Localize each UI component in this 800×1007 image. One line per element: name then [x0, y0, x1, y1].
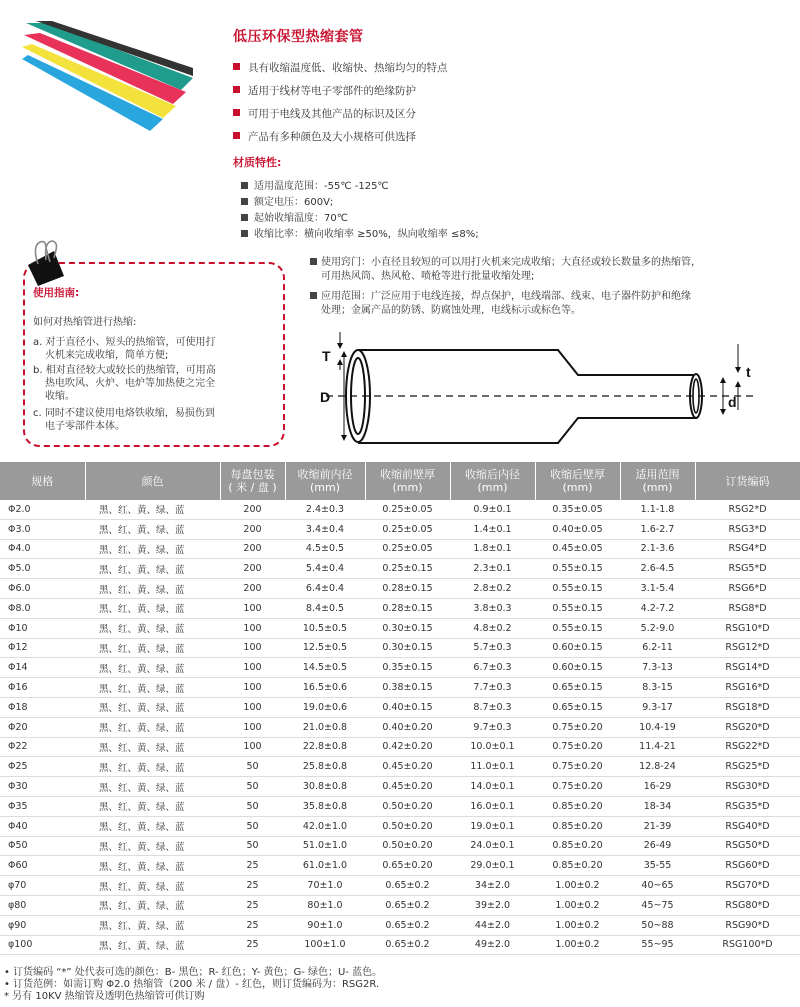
table-cell: 25 — [220, 915, 285, 935]
table-cell: 100 — [220, 678, 285, 698]
table-cell: RSG90*D — [695, 915, 800, 935]
property-item: 额定电压：600V; — [241, 196, 333, 209]
usage-tip: 使用窍门：小直径且较短的可以用打火机来完成收缩；大直径或较长数量多的热缩管， 可用热风筒、热风枪、喷枪等进行批量收缩处理; — [310, 256, 701, 284]
table-cell: 55~95 — [620, 935, 695, 955]
bullet-square-icon — [233, 86, 240, 93]
table-cell: 100 — [220, 697, 285, 717]
table-cell: 100 — [220, 717, 285, 737]
table-cell: 0.40±0.20 — [365, 717, 450, 737]
table-cell: 0.25±0.05 — [365, 519, 450, 539]
bullet-square-icon — [233, 109, 240, 116]
column-header: 收缩前内径 (mm) — [285, 462, 365, 500]
table-cell: RSG70*D — [695, 876, 800, 896]
tube-dimension-diagram — [318, 330, 770, 458]
table-row — [0, 500, 800, 519]
table-cell: Φ60 — [0, 856, 85, 876]
column-header: 订货编码 — [695, 462, 800, 500]
table-row — [0, 816, 800, 836]
column-header: 收缩后内径 (mm) — [450, 462, 535, 500]
table-cell: 26-49 — [620, 836, 695, 856]
table-cell: Φ5.0 — [0, 559, 85, 579]
table-cell: RSG100*D — [695, 935, 800, 955]
table-cell: 0.25±0.15 — [365, 559, 450, 579]
bullet-square-icon — [310, 258, 317, 265]
bullet-square-icon — [233, 132, 240, 139]
table-cell: 0.65±0.15 — [535, 697, 620, 717]
table-cell: 50 — [220, 816, 285, 836]
table-cell: 200 — [220, 500, 285, 519]
table-row — [0, 579, 800, 599]
table-row — [0, 796, 800, 816]
table-cell: 200 — [220, 579, 285, 599]
table-cell: RSG80*D — [695, 895, 800, 915]
guide-item: b. 相对直径较大或较长的热缩管，可用高 热电吹风、火炉、电炉等加热使之完全 收缩。 — [33, 365, 216, 402]
table-cell: Φ12 — [0, 638, 85, 658]
table-cell: 0.42±0.20 — [365, 737, 450, 757]
table-cell: 12.8-24 — [620, 757, 695, 777]
table-row — [0, 856, 800, 876]
product-image — [18, 18, 193, 133]
table-cell: 0.45±0.20 — [365, 757, 450, 777]
table-cell: 90±1.0 — [285, 915, 365, 935]
table-cell: 3.1-5.4 — [620, 579, 695, 599]
table-cell: 黑、红、黄、绿、蓝 — [85, 777, 220, 797]
table-cell: 黑、红、黄、绿、蓝 — [85, 500, 220, 519]
table-cell: 0.85±0.20 — [535, 816, 620, 836]
table-cell: 黑、红、黄、绿、蓝 — [85, 658, 220, 678]
table-cell: RSG20*D — [695, 717, 800, 737]
table-cell: 1.00±0.2 — [535, 935, 620, 955]
table-cell: 黑、红、黄、绿、蓝 — [85, 697, 220, 717]
table-cell: 18-34 — [620, 796, 695, 816]
table-cell: 6.2-11 — [620, 638, 695, 658]
table-cell: RSG60*D — [695, 856, 800, 876]
table-cell: Φ14 — [0, 658, 85, 678]
feature-item: 具有收缩温度低、收缩快、热缩均匀的特点 — [233, 61, 448, 75]
table-cell: 14.0±0.1 — [450, 777, 535, 797]
table-cell: 0.75±0.20 — [535, 717, 620, 737]
table-cell: 70±1.0 — [285, 876, 365, 896]
table-body — [0, 500, 800, 955]
table-cell: 黑、红、黄、绿、蓝 — [85, 539, 220, 559]
table-cell: 45~75 — [620, 895, 695, 915]
bullet-square-icon — [241, 182, 248, 189]
table-cell: 1.6-2.7 — [620, 519, 695, 539]
table-cell: RSG18*D — [695, 697, 800, 717]
bullet-square-icon — [241, 214, 248, 221]
label-T: T — [322, 348, 331, 364]
table-cell: 0.55±0.15 — [535, 598, 620, 618]
table-cell: 200 — [220, 539, 285, 559]
table-header-row — [0, 462, 800, 500]
table-cell: 2.4±0.3 — [285, 500, 365, 519]
property-item: 收缩比率：横向收缩率 ≥50%，纵向收缩率 ≤8%; — [241, 228, 479, 241]
table-cell: 3.4±0.4 — [285, 519, 365, 539]
table-row — [0, 559, 800, 579]
table-cell: 黑、红、黄、绿、蓝 — [85, 618, 220, 638]
table-cell: 黑、红、黄、绿、蓝 — [85, 579, 220, 599]
table-cell: 40~65 — [620, 876, 695, 896]
property-item: 适用温度范围：-55℃ -125℃ — [241, 180, 389, 193]
table-cell: 0.45±0.05 — [535, 539, 620, 559]
application-scope: 应用范围：广泛应用于电线连接，焊点保护，电线端部、线束、电子器件防护和绝缘 处理；金属产品的防锈、防腐蚀处理，电线标示或标色等。 — [310, 290, 691, 318]
table-cell: 39±2.0 — [450, 895, 535, 915]
table-cell: 49±2.0 — [450, 935, 535, 955]
table-cell: 0.9±0.1 — [450, 500, 535, 519]
table-cell: 35.8±0.8 — [285, 796, 365, 816]
table-cell: 0.40±0.15 — [365, 697, 450, 717]
table-cell: 黑、红、黄、绿、蓝 — [85, 816, 220, 836]
table-cell: RSG22*D — [695, 737, 800, 757]
table-cell: 51.0±1.0 — [285, 836, 365, 856]
table-row — [0, 717, 800, 737]
table-cell: 25 — [220, 895, 285, 915]
guide-item: a. 对于直径小、短头的热缩管，可使用打 火机来完成收缩，简单方便; — [33, 337, 216, 361]
table-cell: φ70 — [0, 876, 85, 896]
table-cell: 0.25±0.05 — [365, 539, 450, 559]
guide-item: c. 同时不建议使用电烙铁收缩，易损伤到 电子零部件本体。 — [33, 408, 215, 432]
table-cell: 黑、红、黄、绿、蓝 — [85, 559, 220, 579]
table-cell: 8.3-15 — [620, 678, 695, 698]
table-cell: RSG16*D — [695, 678, 800, 698]
footnote: * 另有 10KV 热缩管及透明色热缩管可供订购 — [4, 991, 205, 1002]
table-cell: 0.75±0.20 — [535, 757, 620, 777]
table-cell: 16-29 — [620, 777, 695, 797]
table-row — [0, 895, 800, 915]
table-cell: RSG30*D — [695, 777, 800, 797]
table-cell: Φ35 — [0, 796, 85, 816]
table-cell: 100 — [220, 618, 285, 638]
table-cell: 0.85±0.20 — [535, 856, 620, 876]
table-cell: Φ50 — [0, 836, 85, 856]
table-cell: 42.0±1.0 — [285, 816, 365, 836]
table-cell: RSG50*D — [695, 836, 800, 856]
table-cell: 黑、红、黄、绿、蓝 — [85, 796, 220, 816]
table-cell: 0.60±0.15 — [535, 638, 620, 658]
table-cell: 7.3-13 — [620, 658, 695, 678]
table-cell: 黑、红、黄、绿、蓝 — [85, 598, 220, 618]
table-cell: 1.00±0.2 — [535, 876, 620, 896]
table-cell: 0.85±0.20 — [535, 836, 620, 856]
table-cell: 200 — [220, 519, 285, 539]
table-cell: 黑、红、黄、绿、蓝 — [85, 757, 220, 777]
table-cell: Φ2.0 — [0, 500, 85, 519]
table-cell: 50 — [220, 796, 285, 816]
table-cell: 1.8±0.1 — [450, 539, 535, 559]
table-cell: 7.7±0.3 — [450, 678, 535, 698]
table-cell: RSG3*D — [695, 519, 800, 539]
table-cell: 黑、红、黄、绿、蓝 — [85, 678, 220, 698]
table-cell: 4.2-7.2 — [620, 598, 695, 618]
table-cell: 4.5±0.5 — [285, 539, 365, 559]
table-cell: 黑、红、黄、绿、蓝 — [85, 876, 220, 896]
label-d: d — [728, 394, 737, 410]
table-cell: 2.1-3.6 — [620, 539, 695, 559]
table-cell: 61.0±1.0 — [285, 856, 365, 876]
table-cell: 3.8±0.3 — [450, 598, 535, 618]
table-cell: 8.7±0.3 — [450, 697, 535, 717]
bullet-square-icon — [241, 230, 248, 237]
table-cell: 0.65±0.2 — [365, 935, 450, 955]
table-cell: 10.4-19 — [620, 717, 695, 737]
table-cell: 黑、红、黄、绿、蓝 — [85, 856, 220, 876]
table-cell: RSG10*D — [695, 618, 800, 638]
table-cell: 6.7±0.3 — [450, 658, 535, 678]
table-cell: Φ16 — [0, 678, 85, 698]
table-cell: 黑、红、黄、绿、蓝 — [85, 638, 220, 658]
table-cell: Φ18 — [0, 697, 85, 717]
table-cell: 0.45±0.20 — [365, 777, 450, 797]
table-cell: 0.85±0.20 — [535, 796, 620, 816]
table-cell: 25 — [220, 935, 285, 955]
table-row — [0, 697, 800, 717]
table-row — [0, 519, 800, 539]
table-cell: 80±1.0 — [285, 895, 365, 915]
table-cell: 30.8±0.8 — [285, 777, 365, 797]
column-header: 颜色 — [85, 462, 220, 500]
feature-item: 适用于线材等电子零部件的绝缘防护 — [233, 84, 416, 98]
table-cell: RSG40*D — [695, 816, 800, 836]
table-cell: 19.0±0.6 — [285, 697, 365, 717]
table-cell: 1.00±0.2 — [535, 915, 620, 935]
table-cell: 黑、红、黄、绿、蓝 — [85, 836, 220, 856]
table-row — [0, 618, 800, 638]
table-row — [0, 598, 800, 618]
table-cell: 9.3-17 — [620, 697, 695, 717]
table-cell: 1.00±0.2 — [535, 895, 620, 915]
table-cell: Φ4.0 — [0, 539, 85, 559]
table-cell: 0.28±0.15 — [365, 598, 450, 618]
table-row — [0, 737, 800, 757]
column-header: 收缩后壁厚 (mm) — [535, 462, 620, 500]
binder-clip-icon — [26, 238, 74, 286]
table-cell: 100 — [220, 737, 285, 757]
table-cell: RSG4*D — [695, 539, 800, 559]
table-cell: Φ30 — [0, 777, 85, 797]
spec-table — [0, 462, 800, 955]
table-cell: RSG25*D — [695, 757, 800, 777]
table-cell: 1.4±0.1 — [450, 519, 535, 539]
table-cell: 35-55 — [620, 856, 695, 876]
table-cell: 0.35±0.15 — [365, 658, 450, 678]
table-cell: 200 — [220, 559, 285, 579]
property-item: 起始收缩温度：70℃ — [241, 212, 348, 225]
table-cell: 2.8±0.2 — [450, 579, 535, 599]
table-cell: 24.0±0.1 — [450, 836, 535, 856]
table-row — [0, 915, 800, 935]
table-cell: 5.4±0.4 — [285, 559, 365, 579]
bullet-square-icon — [241, 198, 248, 205]
table-cell: 黑、红、黄、绿、蓝 — [85, 935, 220, 955]
column-header: 规格 — [0, 462, 85, 500]
table-cell: 4.8±0.2 — [450, 618, 535, 638]
label-t: t — [746, 364, 751, 380]
table-cell: 0.30±0.15 — [365, 638, 450, 658]
table-cell: 0.50±0.20 — [365, 796, 450, 816]
table-cell: 44±2.0 — [450, 915, 535, 935]
footnote: • 订货范例：如需订购 Φ2.0 热缩管（200 米 / 盘）- 红色，则订货编码为：RSG2R. — [4, 979, 380, 990]
guide-subtitle: 如何对热缩管进行热缩: — [33, 317, 137, 328]
table-row — [0, 777, 800, 797]
table-cell: 100±1.0 — [285, 935, 365, 955]
table-cell: Φ20 — [0, 717, 85, 737]
table-cell: Φ10 — [0, 618, 85, 638]
table-cell: 50 — [220, 836, 285, 856]
table-cell: 0.30±0.15 — [365, 618, 450, 638]
column-header: 适用范围 (mm) — [620, 462, 695, 500]
table-cell: 29.0±0.1 — [450, 856, 535, 876]
table-cell: RSG14*D — [695, 658, 800, 678]
table-cell: 21.0±0.8 — [285, 717, 365, 737]
table-cell: 0.75±0.20 — [535, 737, 620, 757]
table-cell: 0.75±0.20 — [535, 777, 620, 797]
table-cell: 5.7±0.3 — [450, 638, 535, 658]
bullet-square-icon — [310, 292, 317, 299]
table-cell: RSG12*D — [695, 638, 800, 658]
table-cell: 黑、红、黄、绿、蓝 — [85, 915, 220, 935]
table-row — [0, 876, 800, 896]
table-row — [0, 658, 800, 678]
table-cell: 1.1-1.8 — [620, 500, 695, 519]
column-header: 收缩前壁厚 (mm) — [365, 462, 450, 500]
table-cell: 100 — [220, 638, 285, 658]
label-D: D — [320, 389, 331, 405]
table-cell: RSG6*D — [695, 579, 800, 599]
table-cell: 0.28±0.15 — [365, 579, 450, 599]
table-cell: 10.5±0.5 — [285, 618, 365, 638]
table-cell: 19.0±0.1 — [450, 816, 535, 836]
guide-title: 使用指南: — [33, 287, 80, 299]
table-cell: 16.0±0.1 — [450, 796, 535, 816]
table-cell: RSG2*D — [695, 500, 800, 519]
table-cell: 16.5±0.6 — [285, 678, 365, 698]
table-cell: 0.55±0.15 — [535, 618, 620, 638]
table-cell: RSG35*D — [695, 796, 800, 816]
table-cell: Φ40 — [0, 816, 85, 836]
table-cell: φ90 — [0, 915, 85, 935]
table-cell: 0.25±0.05 — [365, 500, 450, 519]
table-cell: 0.65±0.20 — [365, 856, 450, 876]
table-cell: 0.65±0.2 — [365, 895, 450, 915]
column-header: 每盘包装 ( 米 / 盘 ) — [220, 462, 285, 500]
table-cell: 50 — [220, 777, 285, 797]
table-cell: 0.65±0.2 — [365, 915, 450, 935]
table-cell: φ80 — [0, 895, 85, 915]
table-cell: Φ3.0 — [0, 519, 85, 539]
table-cell: 50 — [220, 757, 285, 777]
table-cell: RSG8*D — [695, 598, 800, 618]
table-cell: 黑、红、黄、绿、蓝 — [85, 895, 220, 915]
table-cell: Φ8.0 — [0, 598, 85, 618]
table-cell: 21-39 — [620, 816, 695, 836]
table-cell: 黑、红、黄、绿、蓝 — [85, 519, 220, 539]
table-cell: 25 — [220, 876, 285, 896]
table-cell: RSG5*D — [695, 559, 800, 579]
table-cell: 0.55±0.15 — [535, 559, 620, 579]
table-cell: 6.4±0.4 — [285, 579, 365, 599]
table-cell: 0.65±0.15 — [535, 678, 620, 698]
bullet-square-icon — [233, 63, 240, 70]
table-cell: 0.60±0.15 — [535, 658, 620, 678]
table-cell: 25 — [220, 856, 285, 876]
table-cell: 100 — [220, 598, 285, 618]
table-cell: 2.6-4.5 — [620, 559, 695, 579]
table-row — [0, 836, 800, 856]
properties-heading: 材质特性: — [233, 156, 282, 169]
table-cell: 11.0±0.1 — [450, 757, 535, 777]
feature-item: 产品有多种颜色及大小规格可供选择 — [233, 130, 416, 144]
table-cell: 黑、红、黄、绿、蓝 — [85, 737, 220, 757]
table-cell: 5.2-9.0 — [620, 618, 695, 638]
table-cell: 0.38±0.15 — [365, 678, 450, 698]
table-cell: 10.0±0.1 — [450, 737, 535, 757]
table-cell: 0.50±0.20 — [365, 816, 450, 836]
table-cell: 25.8±0.8 — [285, 757, 365, 777]
footnote: • 订货编码 “*” 处代表可选的颜色：B- 黑色；R- 红色；Y- 黄色；G- 绿色；U- 蓝色。 — [4, 967, 383, 978]
table-cell: 34±2.0 — [450, 876, 535, 896]
table-cell: 0.35±0.05 — [535, 500, 620, 519]
table-cell: 0.65±0.2 — [365, 876, 450, 896]
table-cell: 22.8±0.8 — [285, 737, 365, 757]
table-row — [0, 757, 800, 777]
table-cell: 12.5±0.5 — [285, 638, 365, 658]
table-cell: Φ6.0 — [0, 579, 85, 599]
table-cell: 0.50±0.20 — [365, 836, 450, 856]
table-cell: 黑、红、黄、绿、蓝 — [85, 717, 220, 737]
table-cell: 14.5±0.5 — [285, 658, 365, 678]
table-cell: 9.7±0.3 — [450, 717, 535, 737]
table-cell: 0.40±0.05 — [535, 519, 620, 539]
table-cell: 100 — [220, 658, 285, 678]
table-cell: φ100 — [0, 935, 85, 955]
table-cell: 11.4-21 — [620, 737, 695, 757]
table-cell: 2.3±0.1 — [450, 559, 535, 579]
table-cell: 50~88 — [620, 915, 695, 935]
table-row — [0, 935, 800, 955]
table-row — [0, 678, 800, 698]
page-title: 低压环保型热缩套管 — [233, 29, 364, 45]
table-row — [0, 539, 800, 559]
table-cell: 8.4±0.5 — [285, 598, 365, 618]
table-cell: 0.55±0.15 — [535, 579, 620, 599]
feature-item: 可用于电线及其他产品的标识及区分 — [233, 107, 416, 121]
table-cell: Φ22 — [0, 737, 85, 757]
table-row — [0, 638, 800, 658]
table-cell: Φ25 — [0, 757, 85, 777]
